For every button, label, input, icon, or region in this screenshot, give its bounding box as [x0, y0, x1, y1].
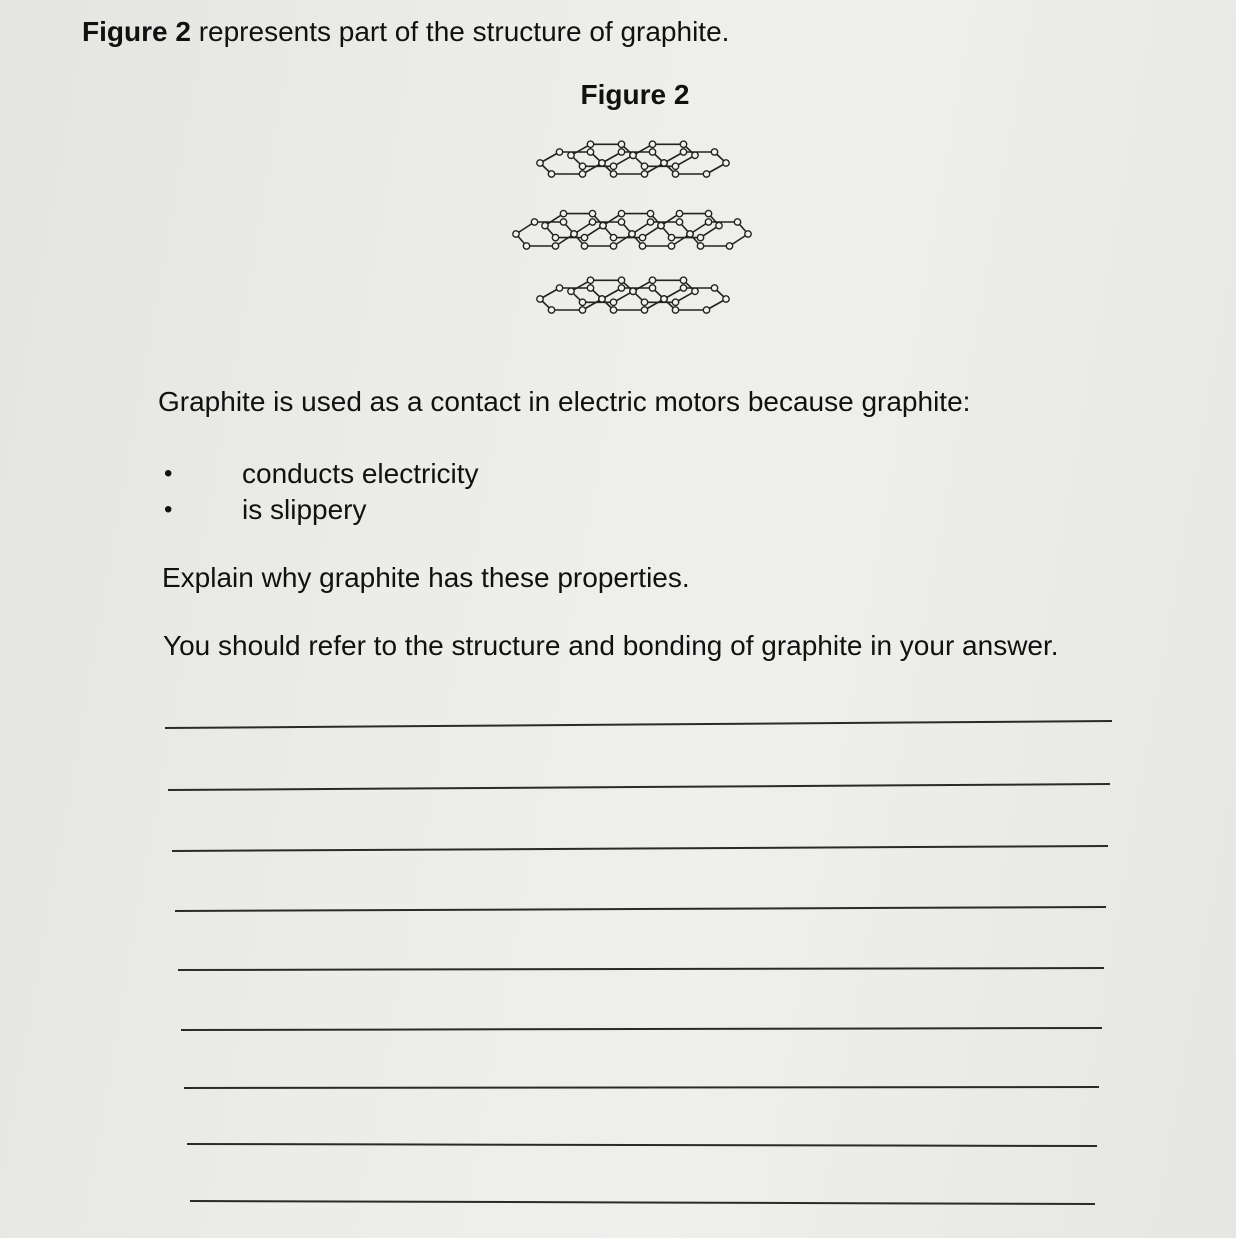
carbon-atom: [641, 163, 647, 169]
carbon-atom: [610, 299, 616, 305]
carbon-atom: [560, 219, 566, 225]
carbon-atom: [587, 277, 593, 283]
carbon-atom: [723, 296, 729, 302]
carbon-atom: [581, 243, 587, 249]
carbon-atom: [531, 219, 537, 225]
carbon-atom: [641, 171, 647, 177]
carbon-atom: [745, 231, 751, 237]
carbon-atom: [703, 171, 709, 177]
carbon-atom: [618, 277, 624, 283]
carbon-atom: [672, 299, 678, 305]
carbon-atom: [711, 285, 717, 291]
carbon-atom: [610, 171, 616, 177]
carbon-atom: [548, 307, 554, 313]
carbon-atom: [587, 149, 593, 155]
carbon-atom: [589, 219, 595, 225]
carbon-atom: [723, 160, 729, 166]
figure-title: Figure 2: [580, 79, 690, 110]
carbon-atom: [630, 152, 636, 158]
carbon-atom: [568, 288, 574, 294]
intro-sentence: [82, 14, 729, 50]
carbon-atom: [692, 288, 698, 294]
carbon-atom: [556, 149, 562, 155]
carbon-atom: [726, 243, 732, 249]
carbon-atom: [579, 299, 585, 305]
carbon-atom: [668, 234, 674, 240]
carbon-atom: [676, 210, 682, 216]
carbon-atom: [513, 231, 519, 237]
carbon-atom: [676, 219, 682, 225]
carbon-atom: [687, 231, 693, 237]
carbon-atom: [600, 222, 606, 228]
carbon-atom: [697, 243, 703, 249]
answer-line[interactable]: [187, 1144, 1097, 1146]
answer-line[interactable]: [181, 1028, 1102, 1030]
carbon-atom: [672, 171, 678, 177]
carbon-atom: [649, 277, 655, 283]
carbon-atom: [571, 231, 577, 237]
answer-line[interactable]: [172, 846, 1108, 851]
carbon-atom: [641, 307, 647, 313]
property-list: [160, 456, 479, 528]
carbon-atom: [618, 285, 624, 291]
carbon-atom: [610, 163, 616, 169]
carbon-atom: [537, 160, 543, 166]
carbon-atom: [703, 307, 709, 313]
carbon-atom: [647, 210, 653, 216]
carbon-atom: [639, 234, 645, 240]
carbon-atom: [661, 160, 667, 166]
carbon-atom: [579, 163, 585, 169]
carbon-atom: [711, 149, 717, 155]
question-prompt: Explain why graphite has these properties.: [162, 562, 690, 593]
intro-text: represents part of the structure of graphite.: [190, 16, 730, 47]
carbon-atom: [641, 299, 647, 305]
carbon-atom: [537, 296, 543, 302]
carbon-atom: [672, 163, 678, 169]
carbon-atom: [697, 234, 703, 240]
carbon-atom: [587, 141, 593, 147]
carbon-atom: [692, 152, 698, 158]
carbon-atom: [552, 234, 558, 240]
carbon-atom: [705, 210, 711, 216]
carbon-atom: [658, 222, 664, 228]
carbon-atom: [610, 234, 616, 240]
property-item-slippery: • is slippery: [160, 492, 479, 528]
carbon-atom: [568, 152, 574, 158]
carbon-atom: [618, 210, 624, 216]
carbon-atom: [680, 141, 686, 147]
answer-line[interactable]: [175, 907, 1106, 911]
answer-line[interactable]: [178, 968, 1104, 970]
question-instruction: You should refer to the structure and bonding of graphite in your answer.: [163, 630, 1059, 661]
carbon-atom: [542, 222, 548, 228]
carbon-atom: [668, 243, 674, 249]
carbon-atom: [579, 307, 585, 313]
carbon-atom: [680, 149, 686, 155]
carbon-atom: [581, 234, 587, 240]
carbon-atom: [556, 285, 562, 291]
carbon-atom: [560, 210, 566, 216]
carbon-atom: [680, 285, 686, 291]
carbon-atom: [610, 243, 616, 249]
property-item-conducts: • conducts electricity: [160, 456, 479, 492]
question-stem: Graphite is used as a contact in electric motors because graphite:: [158, 386, 971, 417]
carbon-atom: [647, 219, 653, 225]
answer-line[interactable]: [184, 1087, 1099, 1088]
carbon-atom: [716, 222, 722, 228]
carbon-atom: [630, 288, 636, 294]
carbon-atom: [552, 243, 558, 249]
carbon-atom: [705, 219, 711, 225]
carbon-atom: [599, 296, 605, 302]
graphite-structure-diagram: [500, 130, 770, 340]
carbon-atom: [680, 277, 686, 283]
carbon-atom: [523, 243, 529, 249]
carbon-atom: [618, 141, 624, 147]
carbon-atom: [610, 307, 616, 313]
carbon-atom: [629, 231, 635, 237]
carbon-atom: [618, 219, 624, 225]
carbon-atom: [587, 285, 593, 291]
carbon-atom: [579, 171, 585, 177]
answer-line[interactable]: [190, 1201, 1095, 1204]
carbon-atom: [599, 160, 605, 166]
answer-line[interactable]: [165, 721, 1112, 728]
carbon-atom: [639, 243, 645, 249]
carbon-atom: [548, 171, 554, 177]
carbon-atom: [649, 141, 655, 147]
carbon-atom: [589, 210, 595, 216]
carbon-atom: [649, 285, 655, 291]
carbon-atom: [618, 149, 624, 155]
carbon-atom: [661, 296, 667, 302]
intro-figure-ref: Figure 2: [82, 16, 191, 47]
carbon-atom: [672, 307, 678, 313]
carbon-atom: [734, 219, 740, 225]
answer-line[interactable]: [168, 784, 1110, 790]
carbon-atom: [649, 149, 655, 155]
